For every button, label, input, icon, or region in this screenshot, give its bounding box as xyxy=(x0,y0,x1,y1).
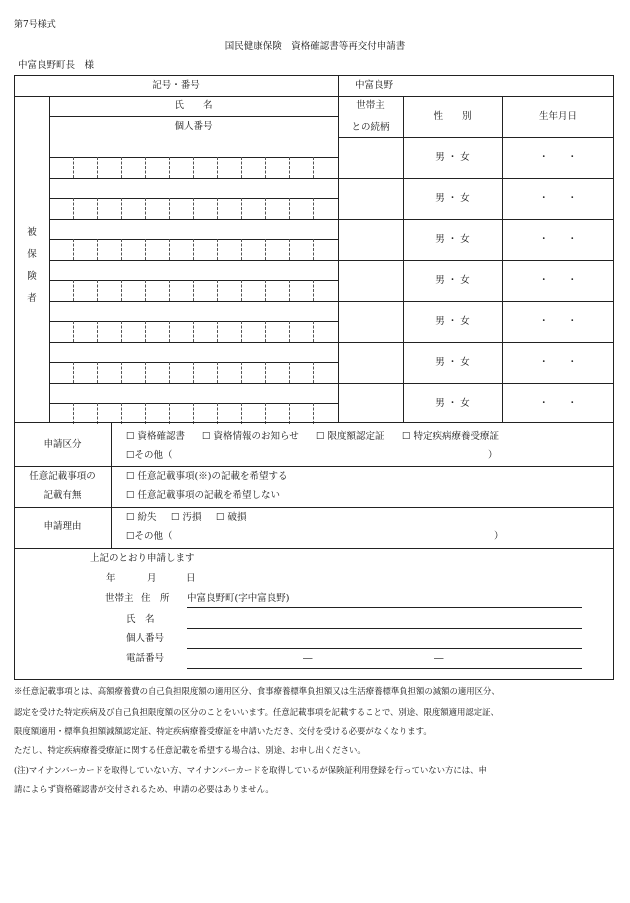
insured-gender-choice[interactable]: 男 ・ 女 xyxy=(435,152,470,163)
insured-relation-field[interactable] xyxy=(338,219,403,260)
page-title: 国民健康保険 資格確認書等再交付申請書 xyxy=(224,41,406,52)
checkbox-specific-disease-certificate[interactable]: ☐ 特定疾病療養受療証 xyxy=(402,431,500,442)
insured-relation-field[interactable] xyxy=(338,137,403,178)
gender-header: 性 別 xyxy=(433,111,472,122)
insured-name-field[interactable] xyxy=(49,301,338,321)
insured-dob-field[interactable]: ・ ・ xyxy=(538,398,577,409)
insured-side-label-4: 者 xyxy=(27,293,37,304)
application-type-label: 申請区分 xyxy=(43,439,82,450)
insured-id-number-field[interactable] xyxy=(49,157,338,178)
insured-id-number-field[interactable] xyxy=(49,362,338,383)
note-line-1: ※任意記載事項とは、高額療養費の自己負担限度額の適用区分、食事療養標準負担額又は生活療養標準負担額の減額の適用区分、 xyxy=(14,686,500,696)
phone-line[interactable] xyxy=(187,668,582,669)
insured-name-field[interactable] xyxy=(49,137,338,157)
insured-id-number-field[interactable] xyxy=(49,198,338,219)
insured-gender-choice[interactable]: 男 ・ 女 xyxy=(435,234,470,245)
insured-id-number-field[interactable] xyxy=(49,239,338,260)
insured-gender-choice[interactable]: 男 ・ 女 xyxy=(435,316,470,327)
checkbox-limit-certificate[interactable]: ☐ 限度額認定証 xyxy=(316,431,385,442)
checkbox-reason-soiled[interactable]: ☐ 汚損 xyxy=(171,512,202,523)
declaration-text: 上記のとおり申請します xyxy=(90,553,195,564)
insured-gender-choice[interactable]: 男 ・ 女 xyxy=(435,193,470,204)
relation-header-2: との続柄 xyxy=(351,122,390,133)
insured-name-field[interactable] xyxy=(49,260,338,280)
phone-label: 電話番号 xyxy=(126,653,165,664)
checkbox-reason-damaged[interactable]: ☐ 破損 xyxy=(216,512,247,523)
insured-dob-field[interactable]: ・ ・ xyxy=(538,193,577,204)
address-value: 中富良野町(字中富良野) xyxy=(187,593,290,604)
date-year-label: 年 xyxy=(106,573,116,584)
insured-name-field[interactable] xyxy=(49,383,338,403)
insured-name-field[interactable] xyxy=(49,342,338,362)
optional-entry-label-1: 任意記載事項の xyxy=(29,471,96,482)
note-line-3: 限度額適用・標準負担額減額認定証、特定疾病療養受療証を申請いただき、交付を受ける必要がなくなります。 xyxy=(14,726,432,736)
insured-gender-choice[interactable]: 男 ・ 女 xyxy=(435,398,470,409)
date-month-label: 月 xyxy=(147,573,157,584)
applicant-name-line[interactable] xyxy=(187,628,582,629)
optional-entry-label-2: 記載有無 xyxy=(43,490,82,501)
reason-other-close: ） xyxy=(494,531,504,542)
insured-dob-field[interactable]: ・ ・ xyxy=(538,357,577,368)
checkbox-qualification-certificate[interactable]: ☐ 資格確認書 xyxy=(126,431,186,442)
checkbox-reason-other[interactable]: ☐その他（ xyxy=(126,531,173,542)
addressee: 中富良野町長 様 xyxy=(18,60,95,71)
insured-id-number-field[interactable] xyxy=(49,321,338,342)
address-label: 住 所 xyxy=(141,593,170,604)
insured-dob-field[interactable]: ・ ・ xyxy=(538,275,577,286)
insured-id-number-field[interactable] xyxy=(49,403,338,424)
kigo-bango-label: 記号・番号 xyxy=(152,80,200,91)
insured-relation-field[interactable] xyxy=(338,301,403,342)
date-day-label: 日 xyxy=(186,573,196,584)
insured-name-field[interactable] xyxy=(49,219,338,239)
insured-gender-choice[interactable]: 男 ・ 女 xyxy=(435,275,470,286)
phone-separator-2: ― xyxy=(434,653,444,664)
checkbox-optional-entry-no[interactable]: ☐ 任意記載事項の記載を希望しない xyxy=(126,490,281,501)
insured-dob-field[interactable]: ・ ・ xyxy=(538,234,577,245)
phone-separator-1: ― xyxy=(303,653,313,664)
note-line-4: ただし、特定疾病療養受療証に関する任意記載を希望する場合は、別途、お申し出ください。 xyxy=(14,745,366,755)
insured-relation-field[interactable] xyxy=(338,260,403,301)
insured-side-label-2: 保 xyxy=(27,249,37,260)
note-line-2: 認定を受けた特定疾病及び自己負担限度額の区分のことをいいます。任意記載事項を記載することで、別途、限度額適用認定証、 xyxy=(14,707,499,717)
dob-header: 生年月日 xyxy=(538,111,577,122)
reason-label: 申請理由 xyxy=(43,521,82,532)
insured-relation-field[interactable] xyxy=(338,342,403,383)
insured-dob-field[interactable]: ・ ・ xyxy=(538,316,577,327)
insured-relation-field[interactable] xyxy=(338,383,403,424)
application-other-close: ） xyxy=(488,450,498,461)
applicant-id-label: 個人番号 xyxy=(126,633,165,644)
insured-name-field[interactable] xyxy=(49,178,338,198)
form-number: 第7号様式 xyxy=(14,20,56,30)
insured-dob-field[interactable]: ・ ・ xyxy=(538,152,577,163)
name-header: 氏 名 xyxy=(174,100,213,111)
note-line-6: 請によらず資格確認書が交付されるため、申請の必要はありません。 xyxy=(14,784,274,794)
insured-side-label-1: 被 xyxy=(27,227,37,238)
insured-side-label-3: 険 xyxy=(27,271,37,282)
relation-header-1: 世帯主 xyxy=(356,100,385,111)
note-line-5: (注)マイナンバーカードを取得していない方、マイナンバーカードを取得しているが保険証利用登録を行っていない方には、申 xyxy=(14,765,487,775)
insured-relation-field[interactable] xyxy=(338,178,403,219)
insured-id-number-field[interactable] xyxy=(49,280,338,301)
checkbox-reason-lost[interactable]: ☐ 紛失 xyxy=(126,512,157,523)
insured-gender-choice[interactable]: 男 ・ 女 xyxy=(435,357,470,368)
household-head-label: 世帯主 xyxy=(105,593,134,604)
checkbox-qualification-notice[interactable]: ☐ 資格情報のお知らせ xyxy=(202,431,299,442)
town-name: 中富良野 xyxy=(355,80,394,91)
checkbox-application-other[interactable]: ☐その他（ xyxy=(126,450,173,461)
id-number-header: 個人番号 xyxy=(174,121,213,132)
applicant-id-line[interactable] xyxy=(187,648,582,649)
checkbox-optional-entry-yes[interactable]: ☐ 任意記載事項(※)の記載を希望する xyxy=(126,471,288,482)
applicant-name-label: 氏 名 xyxy=(126,614,155,625)
